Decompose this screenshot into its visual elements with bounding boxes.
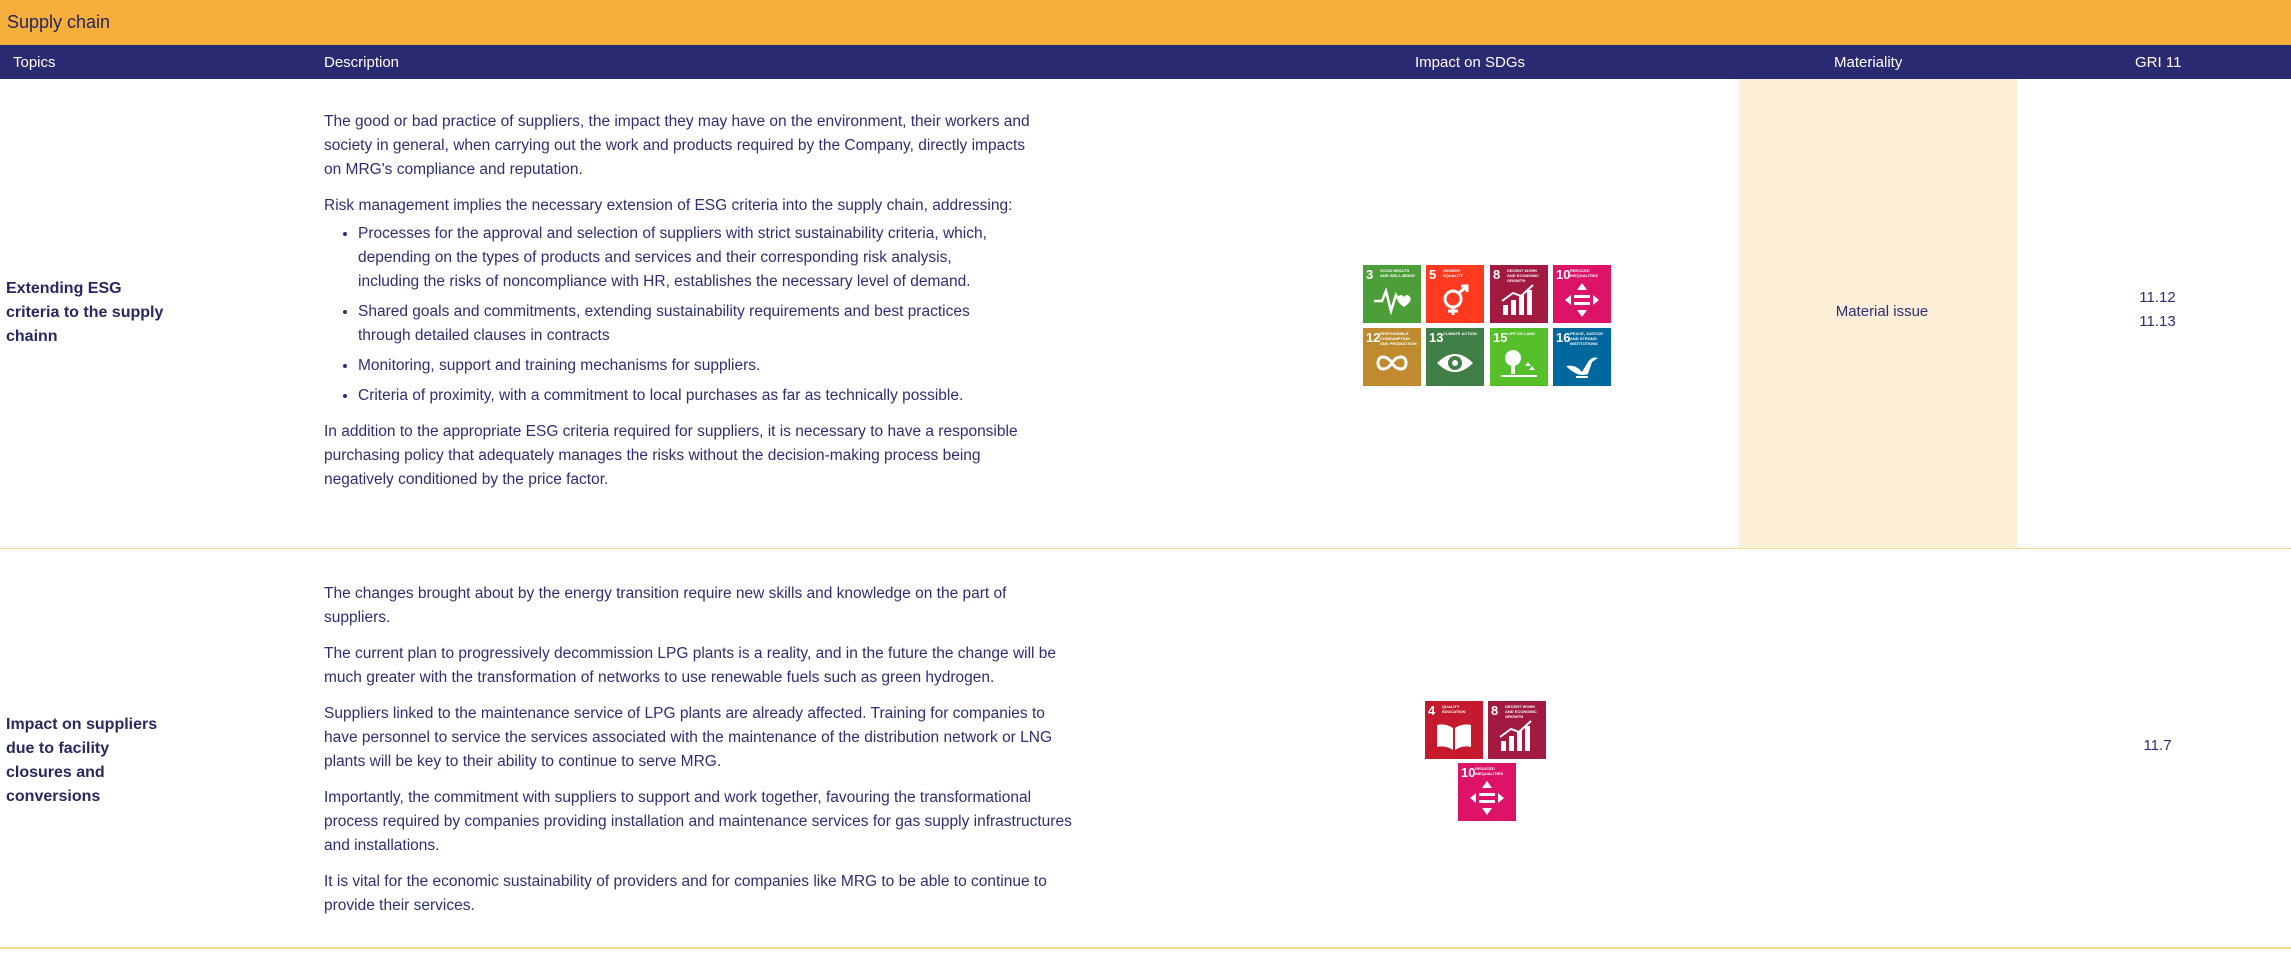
description-extending-esg	[324, 110, 1044, 504]
sdg-10-tile	[1553, 265, 1611, 323]
sdg-number: 8	[1491, 703, 1499, 718]
sdg-3-tile	[1363, 265, 1421, 323]
description-paragraph: Importantly, the commitment with suppliers to support and work together, favouring the transformational process required by companies providing installation and maintenance services for gas supply infrastructures and installations.	[324, 789, 1072, 854]
gender-icon	[1435, 283, 1475, 317]
section-banner	[0, 0, 2291, 45]
sdg-label: LIFE ON LAND	[1507, 331, 1535, 336]
list-item: • Shared goals and commitments, extending sustainability requirements and best practices through detailed clauses in contracts	[358, 300, 998, 348]
gri-code: 11.12	[2139, 289, 2176, 306]
column-header-description: Description	[324, 54, 400, 71]
sdg-number: 13	[1429, 330, 1444, 345]
description-paragraph: It is vital for the economic sustainability of providers and for companies like MRG to be able to continue to provide their services.	[324, 873, 1047, 914]
topic-extending-esg: Extending ESG criteria to the supply chainn	[6, 280, 164, 345]
growth-chart-icon	[1499, 283, 1539, 317]
table-bottom-border	[0, 947, 2291, 949]
topic-impact-on-suppliers: Impact on suppliers due to facility closures and conversions	[6, 716, 158, 805]
section-title: Supply chain	[7, 12, 111, 32]
sdg-label: RESPONSIBLE CONSUMPTION AND PRODUCTION	[1380, 331, 1417, 346]
sdg-5-tile	[1426, 265, 1484, 323]
sdg-label: REDUCED INEQUALITIES	[1570, 268, 1599, 278]
sdg-label: DECENT WORK AND ECONOMIC GROWTH	[1507, 268, 1539, 283]
sdg-label: PEACE, JUSTICE AND STRONG INSTITUTIONS	[1570, 331, 1603, 346]
sdg-15-tile	[1490, 328, 1548, 386]
sdg-number: 12	[1366, 330, 1381, 345]
sdg-13-tile	[1426, 328, 1484, 386]
sdg-label: REDUCED INEQUALITIES	[1475, 766, 1504, 776]
list-item: • Criteria of proximity, with a commitment to local purchases as far as technically possible.	[358, 384, 1044, 408]
table-header	[0, 45, 2291, 79]
list-item: • Monitoring, support and training mechanisms for suppliers.	[358, 354, 1044, 378]
tree-icon	[1499, 346, 1539, 380]
column-header-sdgs: Impact on SDGs	[1415, 54, 1526, 71]
list-item: • Processes for the approval and selection of suppliers with strict sustainability criteria, which, depending on the types of products and services and their corresponding risk analysis, including the risks of noncompliance with HR, establishes the necessary level of demand.	[358, 222, 998, 294]
eye-globe-icon	[1435, 346, 1475, 380]
description-paragraph: The good or bad practice of suppliers, the impact they may have on the environment, their workers and society in general, when carrying out the work and products required by the Company, directly impacts on MRG's compliance and reputation.	[324, 113, 1030, 178]
description-paragraph: Risk management implies the necessary extension of ESG criteria into the supply chain, addressing:	[324, 197, 1013, 214]
growth-chart-icon	[1497, 719, 1537, 753]
sdg-label: GOOD HEALTH AND WELL-BEING	[1380, 268, 1416, 278]
infinity-icon	[1372, 346, 1412, 380]
gri-codes	[2100, 734, 2215, 758]
sdg-10-tile	[1458, 763, 1516, 821]
description-paragraph: Suppliers linked to the maintenance service of LPG plants are already affected. Training for companies to have personnel to service the services associated with the maintenance of the distribution network or LNG plants will be key to their ability to continue to serve MRG.	[324, 705, 1053, 770]
sdg-label: GENDER EQUALITY	[1443, 268, 1464, 278]
description-paragraph: The current plan to progressively decommission LPG plants is a reality, and in the future the change will be much greater with the transformation of networks to use renewable fuels such as green hydrogen.	[324, 645, 1057, 686]
description-paragraph: The changes brought about by the energy transition require new skills and knowledge on the part of suppliers.	[324, 585, 1007, 626]
sdg-number: 15	[1493, 330, 1508, 345]
sdg-label: CLIMATE ACTION	[1443, 331, 1477, 336]
sdg-number: 10	[1461, 765, 1476, 780]
sdg-number: 10	[1556, 267, 1571, 282]
equality-arrows-icon	[1562, 283, 1602, 317]
column-header-materiality: Materiality	[1834, 54, 1903, 71]
sdg-12-tile	[1363, 328, 1421, 386]
criteria-list	[324, 222, 1044, 408]
sdg-number: 5	[1429, 267, 1437, 282]
sdg-8-tile	[1488, 701, 1546, 759]
sdg-label: QUALITY EDUCATION	[1442, 704, 1466, 714]
row-divider	[0, 548, 2291, 549]
heartbeat-icon	[1372, 283, 1412, 317]
dove-icon	[1562, 346, 1602, 380]
gri-code: 11.7	[2143, 737, 2172, 754]
column-header-gri: GRI 11	[2135, 54, 2182, 71]
description-paragraph: In addition to the appropriate ESG criteria required for suppliers, it is necessary to have a responsible purchasing policy that adequately manages the risks without the decision-making process being negatively conditioned by the price factor.	[324, 423, 1018, 488]
sdg-number: 8	[1493, 267, 1501, 282]
description-impact-on-suppliers	[324, 582, 1074, 930]
sdg-label: DECENT WORK AND ECONOMIC GROWTH	[1505, 704, 1537, 719]
equality-arrows-icon	[1467, 781, 1507, 815]
sdg-16-tile	[1553, 328, 1611, 386]
sdg-number: 4	[1428, 703, 1436, 718]
sdg-8-tile	[1490, 265, 1548, 323]
column-header-topics: Topics	[13, 54, 56, 71]
gri-code: 11.13	[2139, 313, 2176, 330]
sdg-4-tile	[1425, 701, 1483, 759]
book-icon	[1434, 719, 1474, 753]
gri-codes	[2100, 286, 2215, 334]
sdg-number: 3	[1366, 267, 1374, 282]
sdg-number: 16	[1556, 330, 1571, 345]
materiality-value: Material issue	[1835, 303, 1929, 320]
